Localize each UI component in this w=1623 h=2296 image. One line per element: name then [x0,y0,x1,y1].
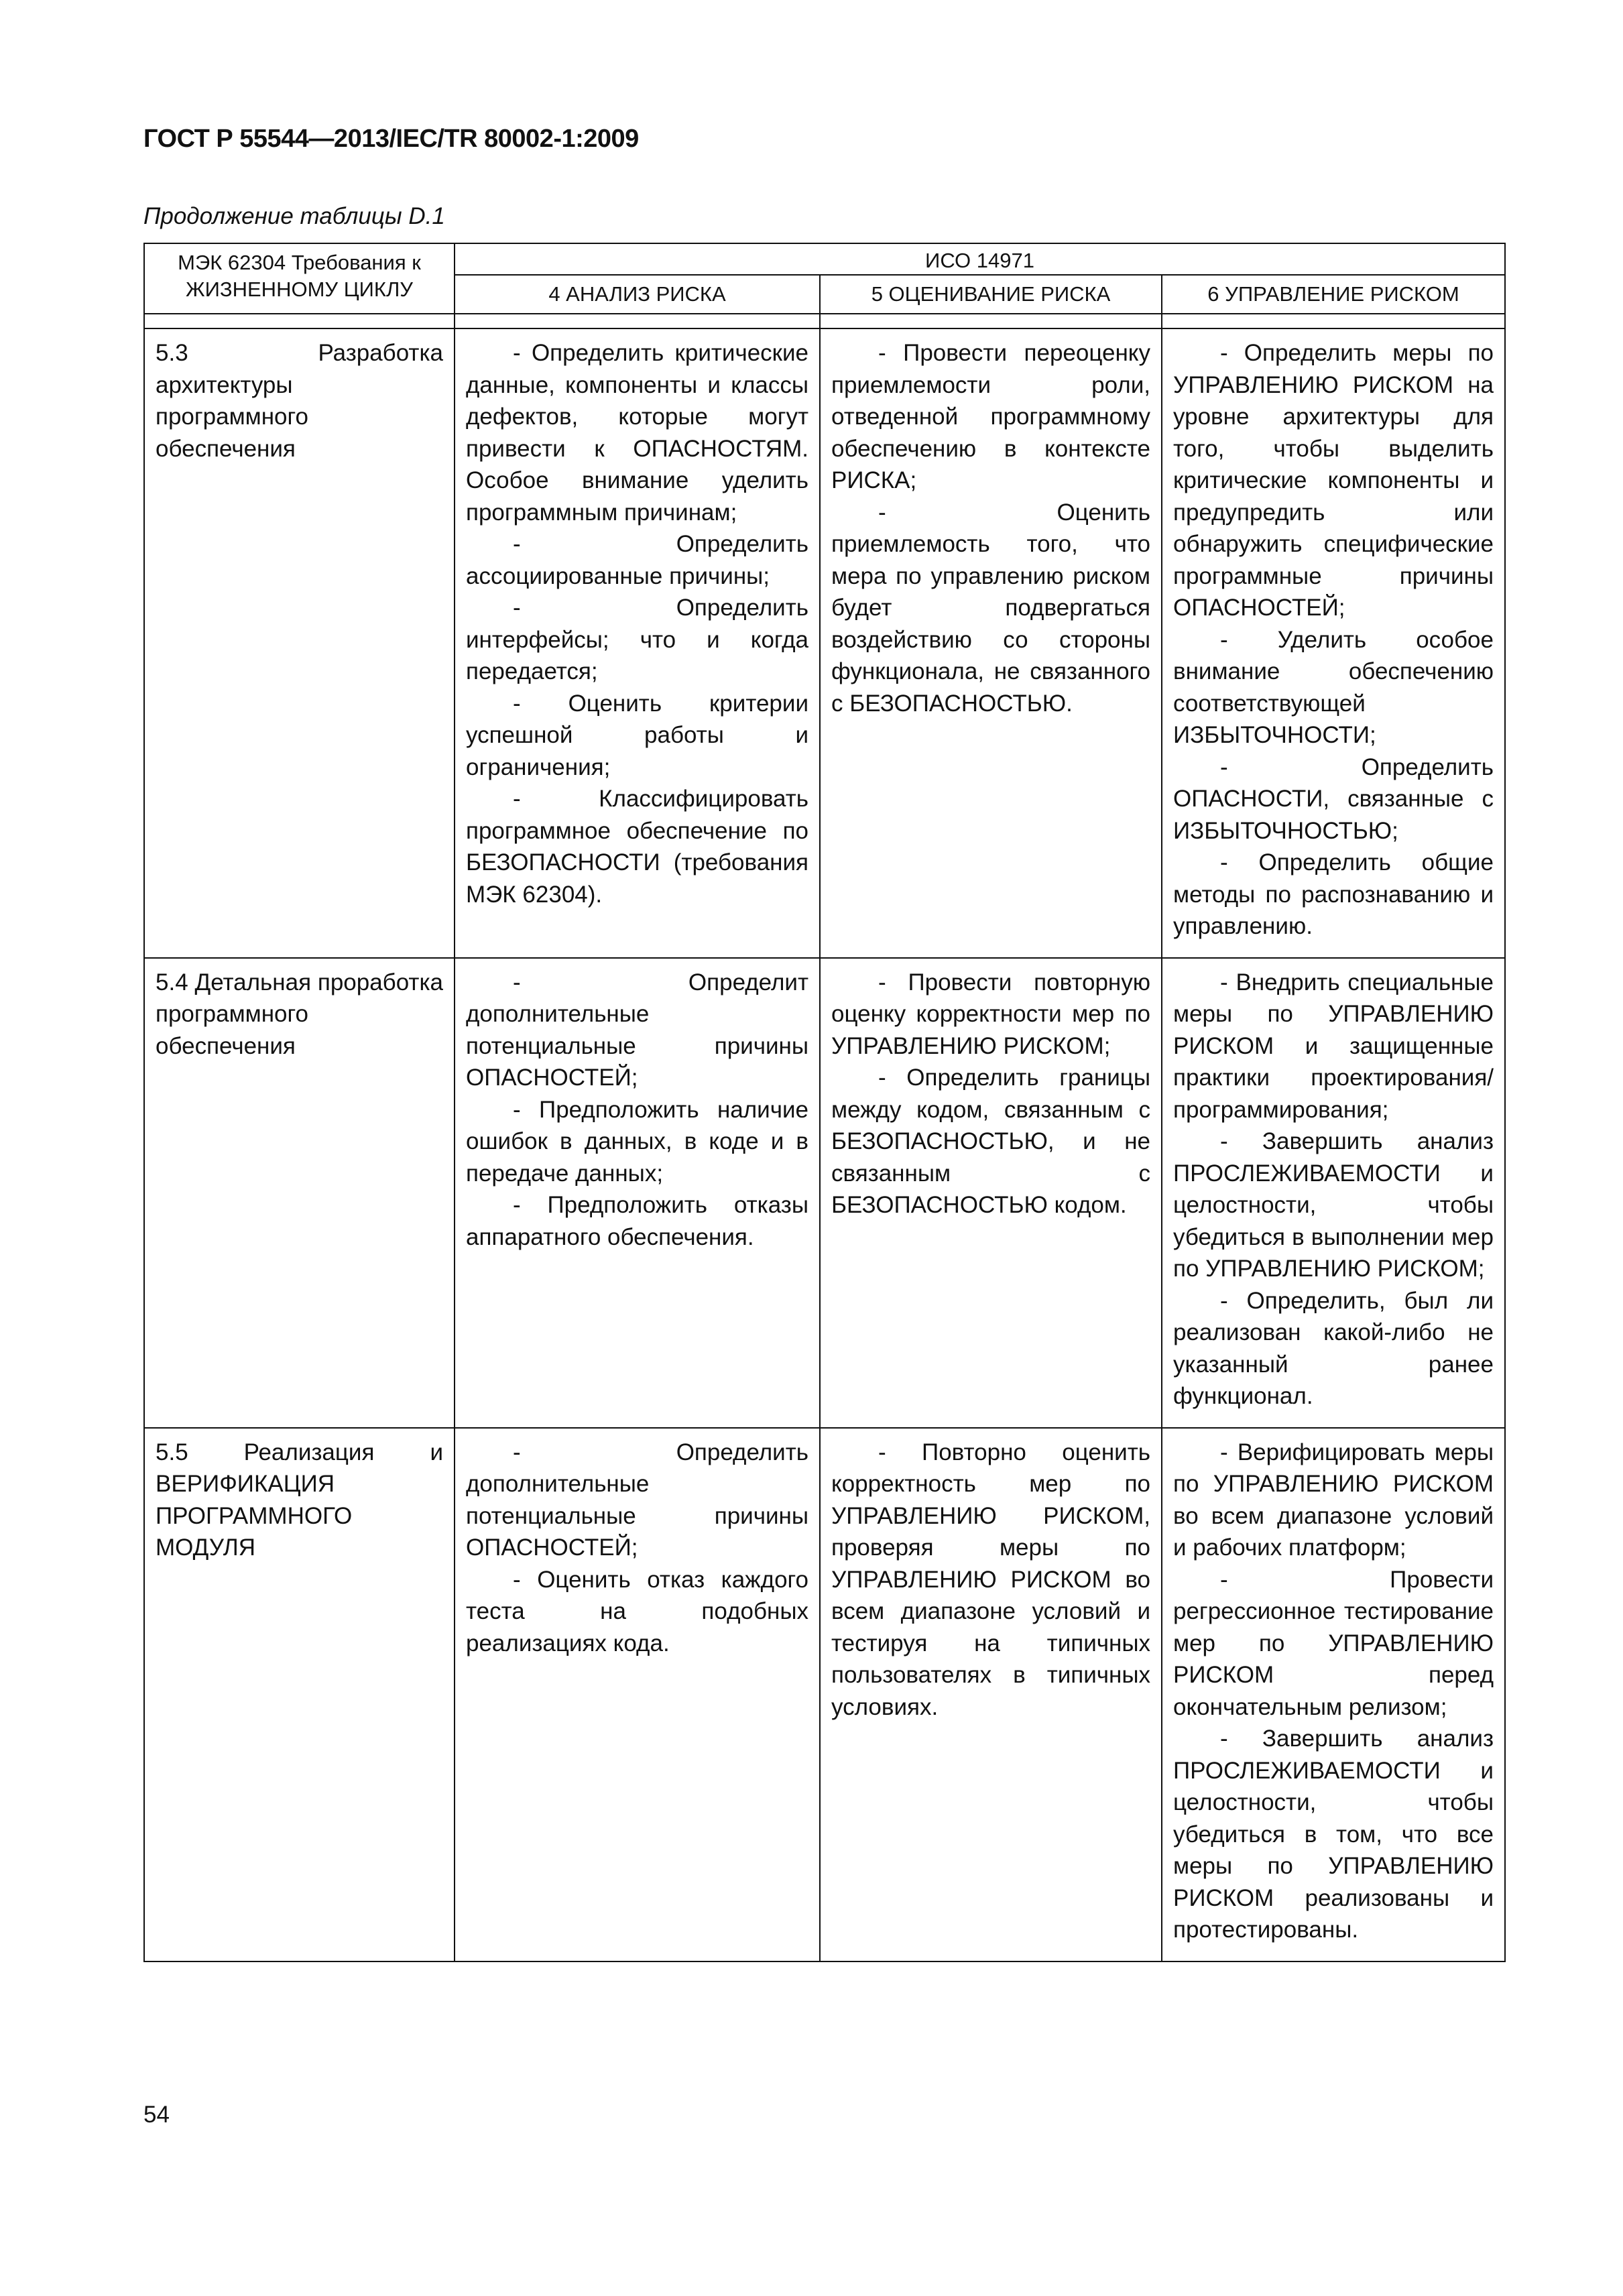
requirement-cell [144,328,455,958]
spacer-cell [144,314,455,328]
analysis-cell [455,328,820,958]
analysis-item: - Определит дополнительные потенциальные причины ОПАСНОСТЕЙ; [466,969,808,1091]
analysis-item: - Определить критические данные, компоненты и классы дефектов, которые могут привести к ОПАСНОСТЯМ. Особое внимание уделить программным причинам; [466,340,808,526]
requirement-text: 5.4 Детальная проработка программного обеспечения [156,969,443,1059]
control-item: - Определить ОПАСНОСТИ, связанные с ИЗБЫТОЧНОСТЬЮ; [1173,753,1494,844]
analysis-cell [455,1428,820,1961]
table-row [144,328,1505,958]
evaluation-cell [820,1428,1162,1961]
table-caption: Продолжение таблицы D.1 [143,203,445,229]
control-item: - Определить общие методы по распознаванию и управлению. [1173,849,1494,939]
control-item: - Уделить особое внимание обеспечению соответствующей ИЗБЫТОЧНОСТИ; [1173,626,1494,748]
evaluation-cell [820,958,1162,1428]
control-cell [1162,958,1505,1428]
analysis-item: - Оценить критерии успешной работы и ограничения; [466,690,808,780]
spacer-cell [1162,314,1505,328]
requirement-text: 5.3 Разработка архитектуры программного обеспечения [156,340,443,462]
analysis-item: - Предположить отказы аппаратного обеспечения. [466,1192,808,1250]
evaluation-item: - Провести переоценку приемлемости роли, отведенной программному обеспечению в контексте РИСКА; [831,340,1150,493]
requirements-table [143,243,1506,1962]
header-cell-analysis: 4 АНАЛИЗ РИСКА [455,275,820,314]
spacer-cell [455,314,820,328]
header-cell-lifecycle: МЭК 62304 Требования к ЖИЗНЕННОМУ ЦИКЛУ [144,243,455,314]
table-body [144,328,1505,1961]
table-header-row-1 [144,243,1505,275]
analysis-item: - Определить интерфейсы; что и когда передается; [466,595,808,684]
requirement-cell [144,1428,455,1961]
control-cell [1162,328,1505,958]
control-item: - Провести регрессионное тестирование мер по УПРАВЛЕНИЮ РИСКОМ перед окончательным релизом; [1173,1566,1494,1720]
page-number: 54 [143,2102,170,2128]
control-item: - Внедрить специальные меры по УПРАВЛЕНИЮ РИСКОМ и защищенные практики проектирования/программирования; [1173,969,1494,1123]
evaluation-item: - Провести повторную оценку корректности мер по УПРАВЛЕНИЮ РИСКОМ; [831,969,1150,1059]
control-cell [1162,1428,1505,1961]
evaluation-item: - Повторно оценить корректность мер по УПРАВЛЕНИЮ РИСКОМ, проверяя меры по УПРАВЛЕНИЮ РИСКОМ во всем диапазоне условий и тестируя на типичных пользователях в типичных условиях. [831,1439,1150,1720]
analysis-item: - Определить ассоциированные причины; [466,531,808,589]
control-item: - Завершить анализ ПРОСЛЕЖИВАЕМОСТИ и целостности, чтобы убедиться в выполнении мер по УПРАВЛЕНИЮ РИСКОМ; [1173,1128,1494,1282]
evaluation-cell [820,328,1162,958]
table-row [144,1428,1505,1961]
header-spacer-row [144,314,1505,328]
analysis-item: - Предположить наличие ошибок в данных, в коде и в передаче данных; [466,1096,808,1187]
analysis-item: - Классифицировать программное обеспечение по БЕЗОПАСНОСТИ (требования МЭК 62304). [466,786,808,908]
analysis-item: - Определить дополнительные потенциальные причины ОПАСНОСТЕЙ; [466,1439,808,1561]
requirement-cell [144,958,455,1428]
spacer-cell [820,314,1162,328]
evaluation-item: - Определить границы между кодом, связанным с БЕЗОПАСНОСТЬЮ, и не связанным с БЕЗОПАСНОСТЬЮ кодом. [831,1065,1150,1218]
header-cell-control: 6 УПРАВЛЕНИЕ РИСКОМ [1162,275,1505,314]
document-header: ГОСТ Р 55544—2013/IEC/TR 80002-1:2009 [143,125,639,153]
analysis-item: - Оценить отказ каждого теста на подобных реализациях кода. [466,1566,808,1656]
analysis-cell [455,958,820,1428]
header-cell-evaluation: 5 ОЦЕНИВАНИЕ РИСКА [820,275,1162,314]
evaluation-item: - Оценить приемлемость того, что мера по управлению риском будет подвергаться воздействию со стороны функционала, не связанного с БЕЗОПАСНОСТЬЮ. [831,499,1150,717]
table-row [144,958,1505,1428]
requirement-text: 5.5 Реализация и ВЕРИФИКАЦИЯ ПРОГРАММНОГО МОДУЛЯ [156,1439,443,1561]
control-item: - Определить меры по УПРАВЛЕНИЮ РИСКОМ на уровне архитектуры для того, чтобы выделить критические компоненты и предупредить или обнаружить специфические программные причины ОПАСНОСТЕЙ; [1173,340,1494,621]
header-cell-iso: ИСО 14971 [455,243,1505,275]
control-item: - Верифицировать меры по УПРАВЛЕНИЮ РИСКОМ во всем диапазоне условий и рабочих платформ; [1173,1439,1494,1561]
control-item: - Определить, был ли реализован какой-либо не указанный ранее функционал. [1173,1287,1494,1409]
control-item: - Завершить анализ ПРОСЛЕЖИВАЕМОСТИ и целостности, чтобы убедиться в том, что все меры по УПРАВЛЕНИЮ РИСКОМ реализованы и протестированы. [1173,1726,1494,1943]
